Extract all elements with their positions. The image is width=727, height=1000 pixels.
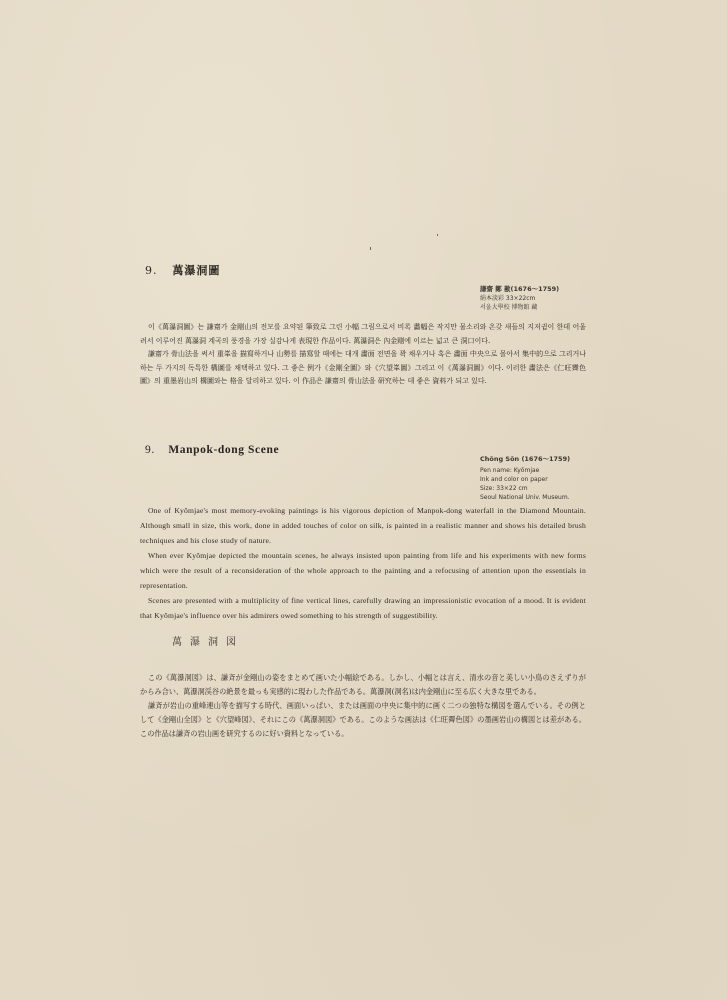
- english-body: [140, 503, 586, 623]
- paper-speck: [370, 247, 371, 250]
- english-paragraph: One of Kyŏmjae's most memory-evoking paintings is his vigorous depiction of Manpok-dong waterfall in the Diamond Mountain. Although small in size, this work, done in added touches of color on silk, is painted in a realistic manner and shows his detailed brush techniques and his close study of nature.: [140, 506, 586, 545]
- meta-pen-name: Pen name: Kyŏmjae: [480, 467, 540, 474]
- japanese-body: [140, 671, 586, 741]
- english-meta: [480, 455, 570, 502]
- heading-title: 萬瀑洞圖: [172, 264, 221, 277]
- korean-meta: [480, 285, 559, 312]
- korean-body: [140, 321, 586, 389]
- meta-collection: Seoul National Univ. Museum.: [480, 494, 570, 501]
- japanese-paragraph: 謙斉が岩山の重峰連山等を描写する時代、画面いっぱい、または画面の中央に集中的に画く二つの独特な構図を選んでいる。その例として《金剛山全図》と《穴望峰図》、それにこの《萬瀑洞図》である。このような画法は《仁旺霽色図》の墨画岩山の構図とは差がある。この作品は謙斉の岩山画を研究するのに好い資料となっている。: [140, 701, 586, 738]
- meta-size: Size: 33×22 cm: [480, 485, 528, 492]
- meta-artist: 謙齋 鄭 敾(1676～1759): [480, 285, 560, 293]
- meta-collection: 서울大學校 博物館 藏: [480, 304, 538, 311]
- english-paragraph: When ever Kyŏmjae depicted the mountain scenes, he always insisted upon painting from life and his experiments with new forms which were the result of a reconsideration of the whole approach to the painting and a refocusing of attention upon the essentials in representation.: [140, 551, 586, 590]
- meta-artist: Chŏng Sŏn (1676～1759): [480, 455, 571, 463]
- paper-speck: [437, 234, 438, 236]
- korean-paragraph: 이《萬瀑洞圖》는 謙齋가 金剛山의 전모를 요약된 筆致로 그린 小幅 그림으로서 비록 畵幅은 작지만 물소리와 온갖 새들의 지저귐이 한데 어울려서 이루어진 萬瀑洞 계곡의 풍경을 가장 실감나게 表現한 作品이다. 萬瀑洞은 內金剛에 이르는 넓고 큰 洞口이다.: [140, 323, 586, 345]
- heading-number: 9.: [145, 444, 155, 456]
- japanese-heading: 萬瀑洞図: [172, 637, 244, 648]
- meta-medium: Ink and color on paper: [480, 476, 548, 483]
- korean-paragraph: 謙齋가 骨山法을 써서 重峯을 描寫하거나 山勢를 描寫할 때에는 대개 畵面 전면을 꽉 채우거나 혹은 畵面 中央으로 몰아서 集中的으로 그리거나 하는 두 가지의 독특한 構圖를 채택하고 있다. 그 좋은 例가《金剛全圖》와《穴望峯圖》그리고 이《萬瀑洞圖》이다. 이러한 畵法은《仁旺霽色圖》의 重墨岩山의 構圖와는 格을 달리하고 있다. 이 作品은 謙齋의 骨山法을 研究하는 데 좋은 資料가 되고 있다.: [140, 350, 586, 385]
- english-paragraph: Scenes are presented with a multiplicity of fine vertical lines, carefully drawing an impressionistic evocation of a mood. It is evident that Kyŏmjae's influence over his admirers owed something to his strength of suggestibility.: [140, 596, 586, 620]
- heading-title: Manpok-dong Scene: [168, 444, 280, 456]
- meta-medium-size: 絹本淡彩 33×22cm: [480, 295, 536, 302]
- japanese-paragraph: この《萬瀑洞図》は、謙斉が金剛山の姿をまとめて画いた小幅絵である。しかし、小幅とは言え、清水の音と美しい小鳥のさえずりがからみ合い、萬瀑洞渓谷の絶景を最っも実感的に現わした作品である。萬瀑洞(洞名)は内金剛山に至る広く大きな里である。: [140, 673, 586, 696]
- korean-heading: [145, 262, 585, 278]
- korean-section: [145, 262, 585, 278]
- heading-number: 9.: [145, 264, 158, 277]
